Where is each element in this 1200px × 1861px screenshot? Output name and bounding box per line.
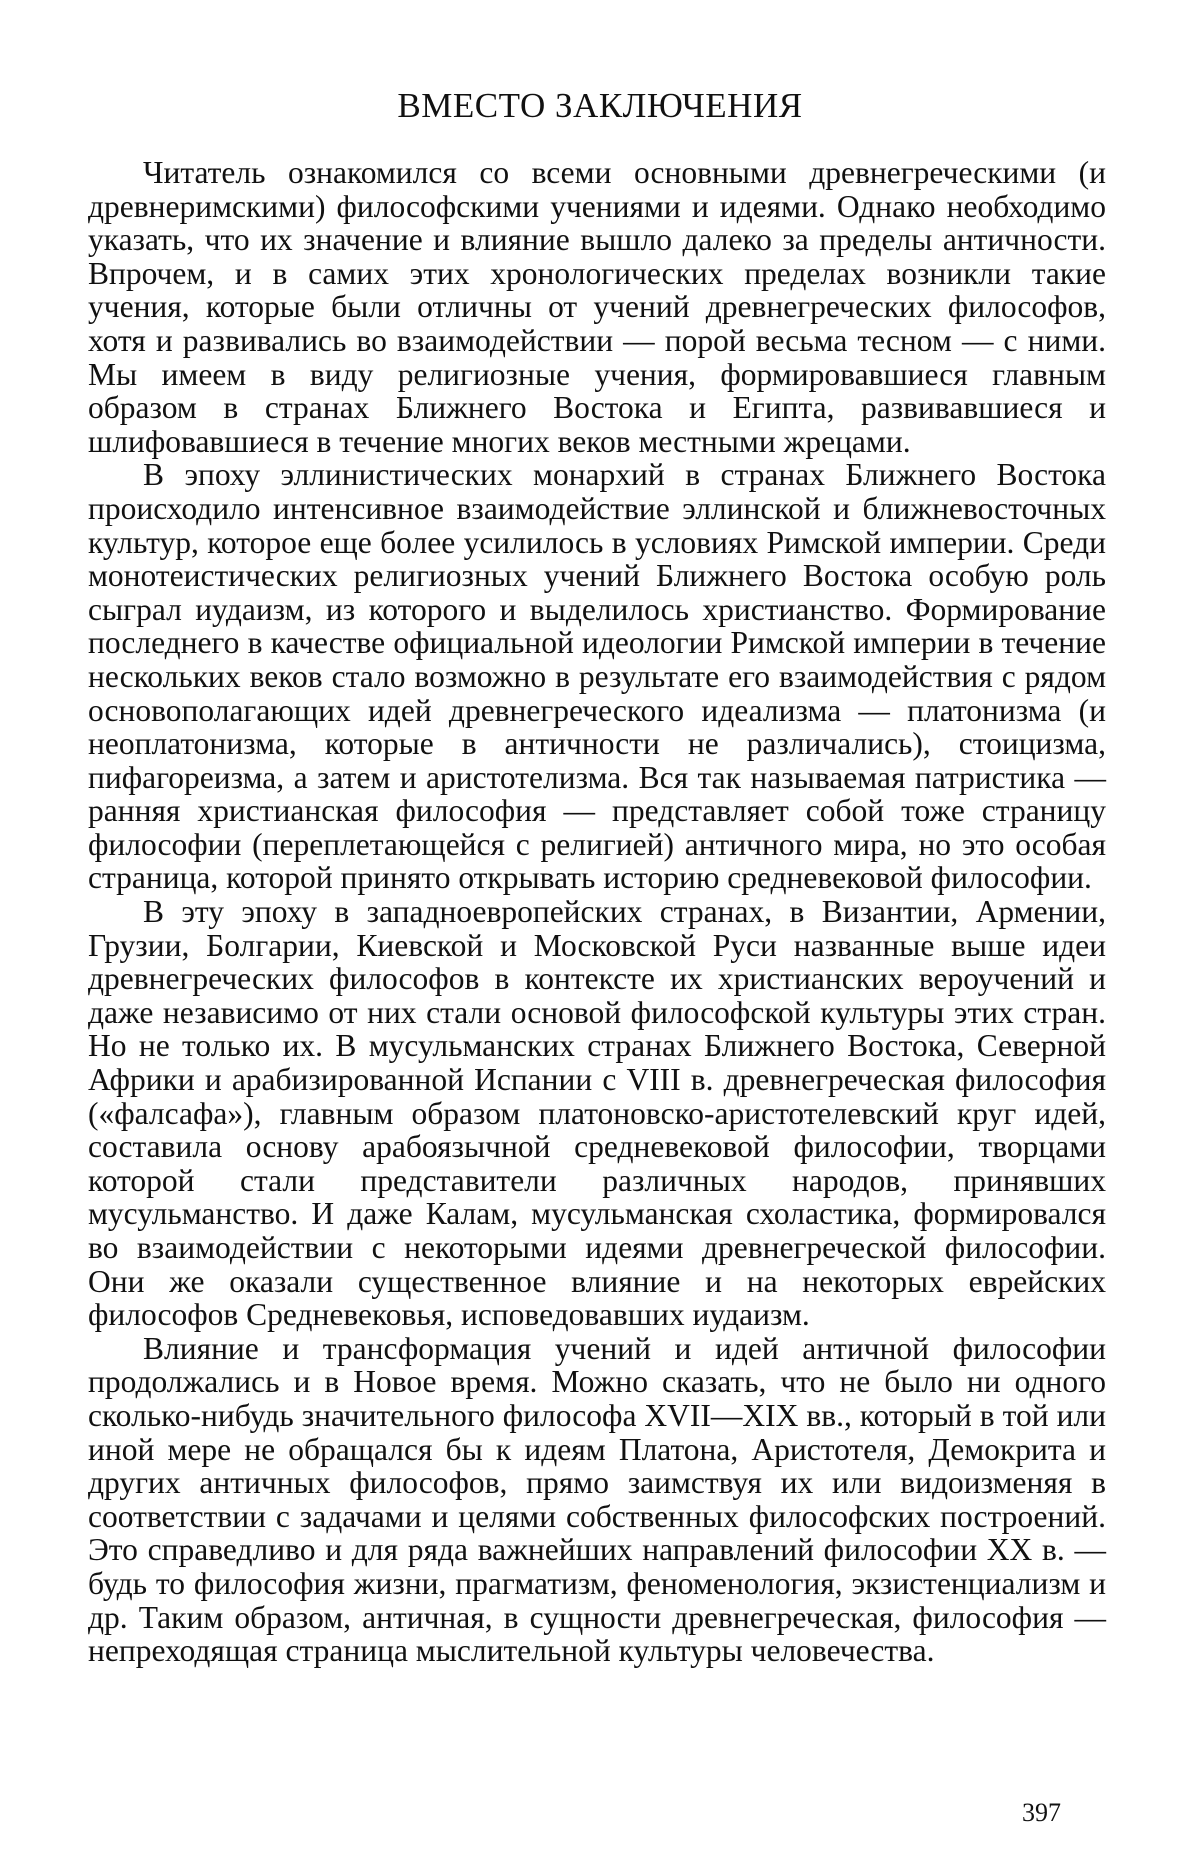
paragraph-4: Влияние и трансформация учений и идей античной философии продолжались и в Новое время. Можно сказать, что не было ни одного сколько-нибудь значительного философа XVII—XIX вв., который в той или иной мере не обращался бы к идеям Платона, Аристотеля, Демокрита и других античных философов, прямо заимствуя их или видоизменяя в соответствии с задачами и целями собственных философских построений. Это справедливо и для ряда важнейших направлений философии XX в. — будь то философия жизни, прагматизм, феноменология, экзистенциализм и др. Таким образом, античная, в сущности древнегреческая, философия — непреходящая страница мыслительной культуры человечества. bbox=[88, 1330, 1106, 1669]
page-number: 397 bbox=[1022, 1798, 1061, 1827]
paragraph-2: В эпоху эллинистических монархий в странах Ближнего Востока происходило интенсивное взаимодействие эллинской и ближневосточных культур, которое еще более усилилось в условиях Римской империи. Среди монотеистических религиозных учений Ближнего Востока особую роль сыграл иудаизм, из которого и выделилось христианство. Формирование последнего в качестве официальной идеологии Римской империи в течение нескольких веков стало возможно в результате его взаимодействия с рядом основополагающих идей древнегреческого идеализма — платонизма (и неоплатонизма, которые в античности не различались), стоицизма, пифагореизма, а затем и аристотелизма. Вся так называемая патристика — ранняя христианская философия — представляет собой тоже страницу философии (переплетающейся с религией) античного мира, но это особая страница, которой принято открывать историю средневековой философии. bbox=[88, 457, 1106, 896]
chapter-title: ВМЕСТО ЗАКЛЮЧЕНИЯ bbox=[397, 86, 803, 125]
body-text bbox=[88, 156, 1106, 1668]
paragraph-3: В эту эпоху в западноевропейских странах, в Византии, Армении, Грузии, Болгарии, Киевской и Московской Руси названные выше идеи древнегреческих философов в контексте их христианских вероучений и даже независимо от них стали основой философской культуры этих стран. Но не только их. В мусульманских странах Ближнего Востока, Северной Африки и арабизированной Испании с VIII в. древнегреческая философия («фалсафа»), главным образом платоновско-аристотелевский круг идей, составила основу арабоязычной средневековой философии, творцами которой стали представители различных народов, принявших мусульманство. И даже Калам, мусульманская схоластика, формировался во взаимодействии с некоторыми идеями древнегреческой философии. Они же оказали существенное влияние и на некоторых еврейских философов Средневековья, исповедовавших иудаизм. bbox=[88, 894, 1106, 1333]
paragraph-1: Читатель ознакомился со всеми основными древнегреческими (и древнеримскими) философскими учениями и идеями. Однако необходимо указать, что их значение и влияние вышло далеко за пределы античности. Впрочем, и в самих этих хронологических пределах возникли такие учения, которые были отличны от учений древнегреческих философов, хотя и развивались во взаимодействии — порой весьма тесном — с ними. Мы имеем в виду религиозные учения, формировавшиеся главным образом в странах Ближнего Востока и Египта, развивавшиеся и шлифовавшиеся в течение многих веков местными жрецами. bbox=[88, 155, 1106, 459]
